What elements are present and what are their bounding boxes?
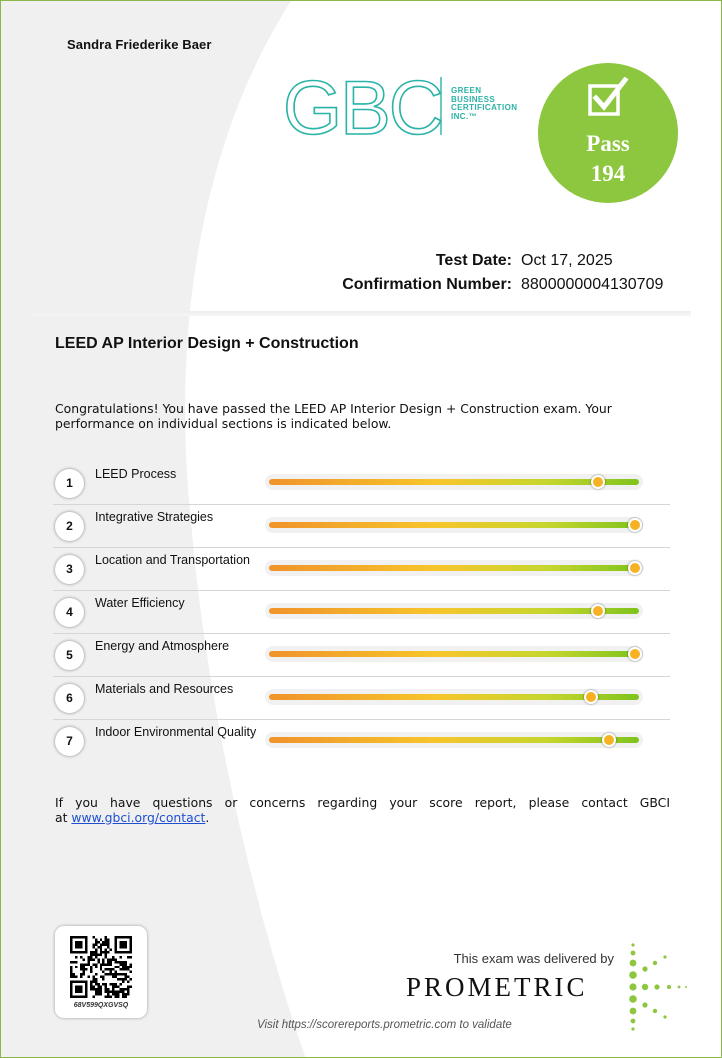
section-row <box>53 548 670 591</box>
section-name: Indoor Environmental Quality <box>95 725 257 739</box>
performance-marker <box>584 690 598 704</box>
candidate-name: Sandra Friederike Baer <box>67 37 212 52</box>
section-row <box>53 677 670 720</box>
section-row <box>53 462 670 505</box>
section-number: 6 <box>55 684 84 713</box>
checkbox-check-icon <box>587 77 629 119</box>
section-performance-list <box>53 462 670 763</box>
performance-marker <box>628 518 642 532</box>
intro-text: Congratulations! You have passed the LEED AP Interior Design + Construction exam. Your performance on individual sections is indicated below. <box>55 401 612 431</box>
section-row <box>53 634 670 677</box>
section-name: Water Efficiency <box>95 596 185 610</box>
exam-title: LEED AP Interior Design + Construction <box>55 335 359 352</box>
result-score: 194 <box>590 161 626 186</box>
qr-code-box <box>55 926 147 1018</box>
section-number: 1 <box>55 469 84 498</box>
delivered-by-text: This exam was delivered by <box>453 951 614 966</box>
gbci-logo-subtitle: GREEN BUSINESS CERTIFICATION INC.™ <box>451 86 518 121</box>
qr-code-id: 68V599QXGVSQ <box>73 1002 129 1009</box>
performance-bar <box>265 517 643 533</box>
performance-bar <box>265 732 643 748</box>
section-row <box>53 720 670 763</box>
test-date-value: Oct 17, 2025 <box>521 252 613 269</box>
performance-marker <box>628 561 642 575</box>
section-name: Energy and Atmosphere <box>95 639 230 653</box>
section-number: 7 <box>55 727 84 756</box>
gbci-contact-link[interactable]: www.gbci.org/contact <box>71 809 206 825</box>
contact-text: If you have questions or concerns regarding your score report, please contact GBCI at www.gbci.org/contact. <box>55 795 670 825</box>
test-date-label: Test Date: <box>435 252 512 269</box>
section-name: Materials and Resources <box>95 682 234 696</box>
section-number: 4 <box>55 598 84 627</box>
section-name: Integrative Strategies <box>95 510 214 524</box>
performance-marker <box>591 475 605 489</box>
section-number: 3 <box>55 555 84 584</box>
confirmation-number-value: 8800000004130709 <box>521 276 664 293</box>
performance-bar <box>265 474 643 490</box>
result-label: Pass <box>586 131 630 156</box>
section-name: LEED Process <box>95 467 177 481</box>
exam-meta <box>342 249 665 297</box>
performance-marker <box>602 733 616 747</box>
performance-bar <box>265 560 643 576</box>
section-number: 2 <box>55 512 84 541</box>
section-number: 5 <box>55 641 84 670</box>
pass-badge <box>538 63 678 203</box>
performance-bar <box>265 646 643 662</box>
validate-text: Visit https://scorereports.prometric.com to validate <box>257 1019 512 1031</box>
prometric-logo-text: PROMETRIC <box>406 972 588 1002</box>
divider <box>31 311 691 316</box>
qr-code-icon <box>70 936 132 998</box>
section-name: Location and Transportation <box>95 553 250 567</box>
section-row <box>53 591 670 634</box>
performance-bar <box>265 603 643 619</box>
confirmation-number-label: Confirmation Number: <box>342 276 512 293</box>
performance-marker <box>628 647 642 661</box>
performance-bar <box>265 689 643 705</box>
prometric-mark-icon <box>619 939 689 1035</box>
performance-marker <box>591 604 605 618</box>
gbci-logo-letters: GBC <box>283 71 442 141</box>
section-row <box>53 505 670 548</box>
